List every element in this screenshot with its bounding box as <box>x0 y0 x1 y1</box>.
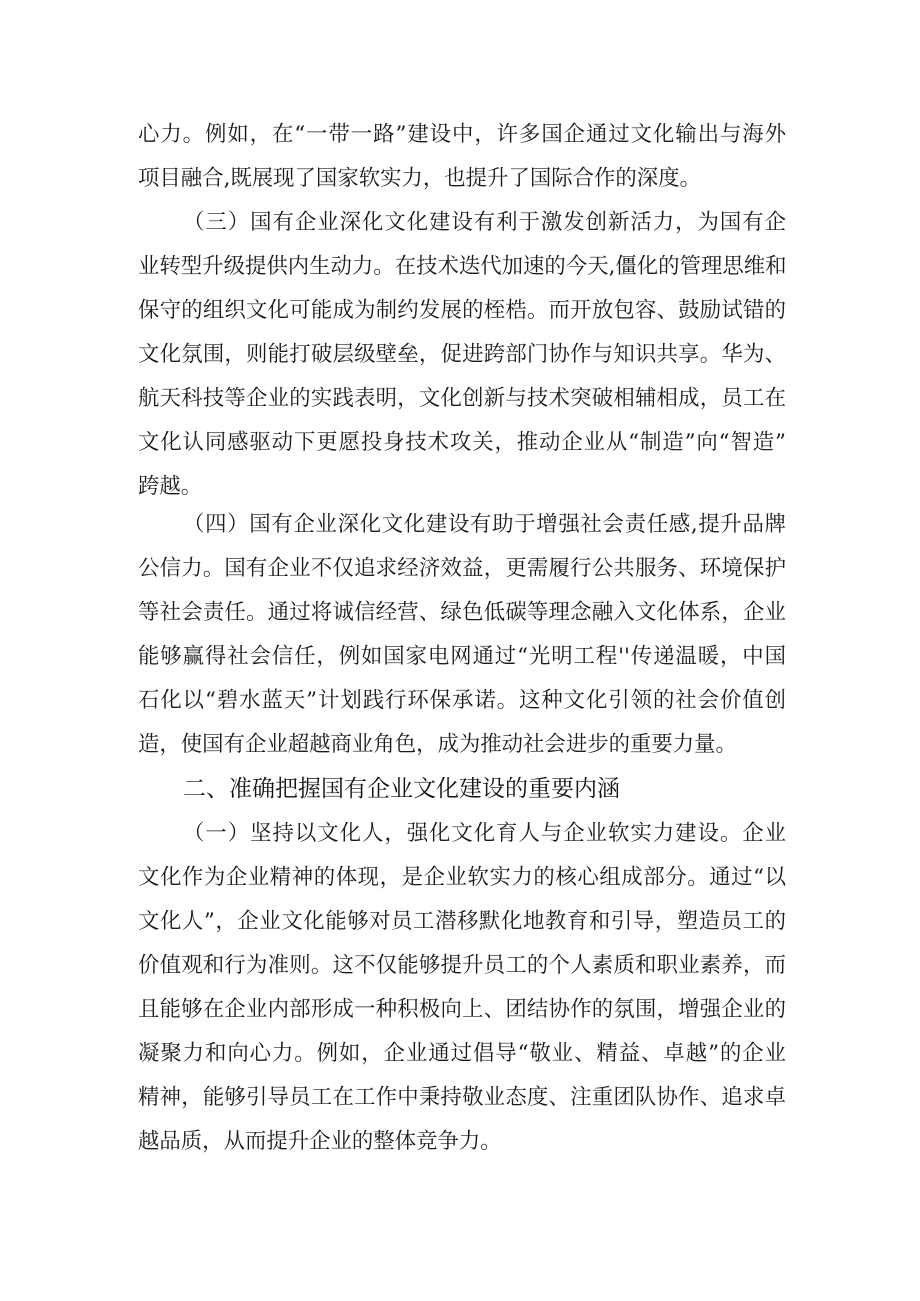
paragraph-line: 价值观和行为准则。这不仅能够提升员工的个人素质和职业素养，而 <box>138 953 786 978</box>
paragraph-line: 跨越。 <box>138 474 203 499</box>
paragraph-line: 等社会责任。通过将诚信经营、绿色低碳等理念融入文化体系，企业 <box>138 600 786 625</box>
paragraph-line: （一）坚持以文化人，强化文化育人与企业软实力建设。企业 <box>183 821 786 846</box>
paragraph-line: 能够赢得社会信任，例如国家电网通过“光明工程''传递温暖，中国 <box>138 644 786 669</box>
paragraph-line: 业转型升级提供内生动力。在技术迭代加速的今天,僵化的管理思维和 <box>138 254 787 279</box>
paragraph-line: 航天科技等企业的实践表明，文化创新与技术突破相辅相成，员工在 <box>138 386 786 411</box>
paragraph-line: 公信力。国有企业不仅追求经济效益，更需履行公共服务、环境保护 <box>138 556 786 581</box>
paragraph-line: 凝聚力和向心力。例如，企业通过倡导“敬业、精益、卓越”的企业 <box>138 1041 786 1066</box>
paragraph-line: 且能够在企业内部形成一种积极向上、团结协作的氛围，增强企业的 <box>138 997 786 1022</box>
section-heading: 二、准确把握国有企业文化建设的重要内涵 <box>183 776 620 802</box>
paragraph-line: 精神，能够引导员工在工作中秉持敬业态度、注重团队协作、追求卓 <box>138 1085 786 1110</box>
paragraph-line: （三）国有企业深化文化建设有利于激发创新活力，为国有企 <box>183 210 786 235</box>
paragraph-line: 文化氛围，则能打破层级壁垒，促进跨部门协作与知识共享。华为、 <box>138 342 786 367</box>
paragraph-line: 越品质，从而提升企业的整体竞争力。 <box>138 1129 502 1154</box>
paragraph-line: 文化作为企业精神的体现，是企业软实力的核心组成部分。通过“以 <box>138 865 786 890</box>
paragraph-line: 文化人”，企业文化能够对员工潜移默化地教育和引导，塑造员工的 <box>138 909 786 934</box>
paragraph-line: 保守的组织文化可能成为制约发展的桎梏。而开放包容、鼓励试错的 <box>138 298 786 323</box>
paragraph-line: 文化认同感驱动下更愿投身技术攻关，推动企业从“制造”向“智造” <box>138 430 786 455</box>
paragraph-line: （四）国有企业深化文化建设有助于增强社会责任感,提升品牌 <box>183 512 786 537</box>
paragraph-line: 心力。例如，在“一带一路”建设中，许多国企通过文化输出与海外 <box>138 122 786 147</box>
paragraph-line: 造，使国有企业超越商业角色，成为推动社会进步的重要力量。 <box>138 732 737 757</box>
paragraph-line: 石化以“碧水蓝天”计划践行环保承诺。这种文化引领的社会价值创 <box>138 688 786 713</box>
paragraph-line: 项目融合,既展现了国家软实力，也提升了国际合作的深度。 <box>138 166 701 191</box>
